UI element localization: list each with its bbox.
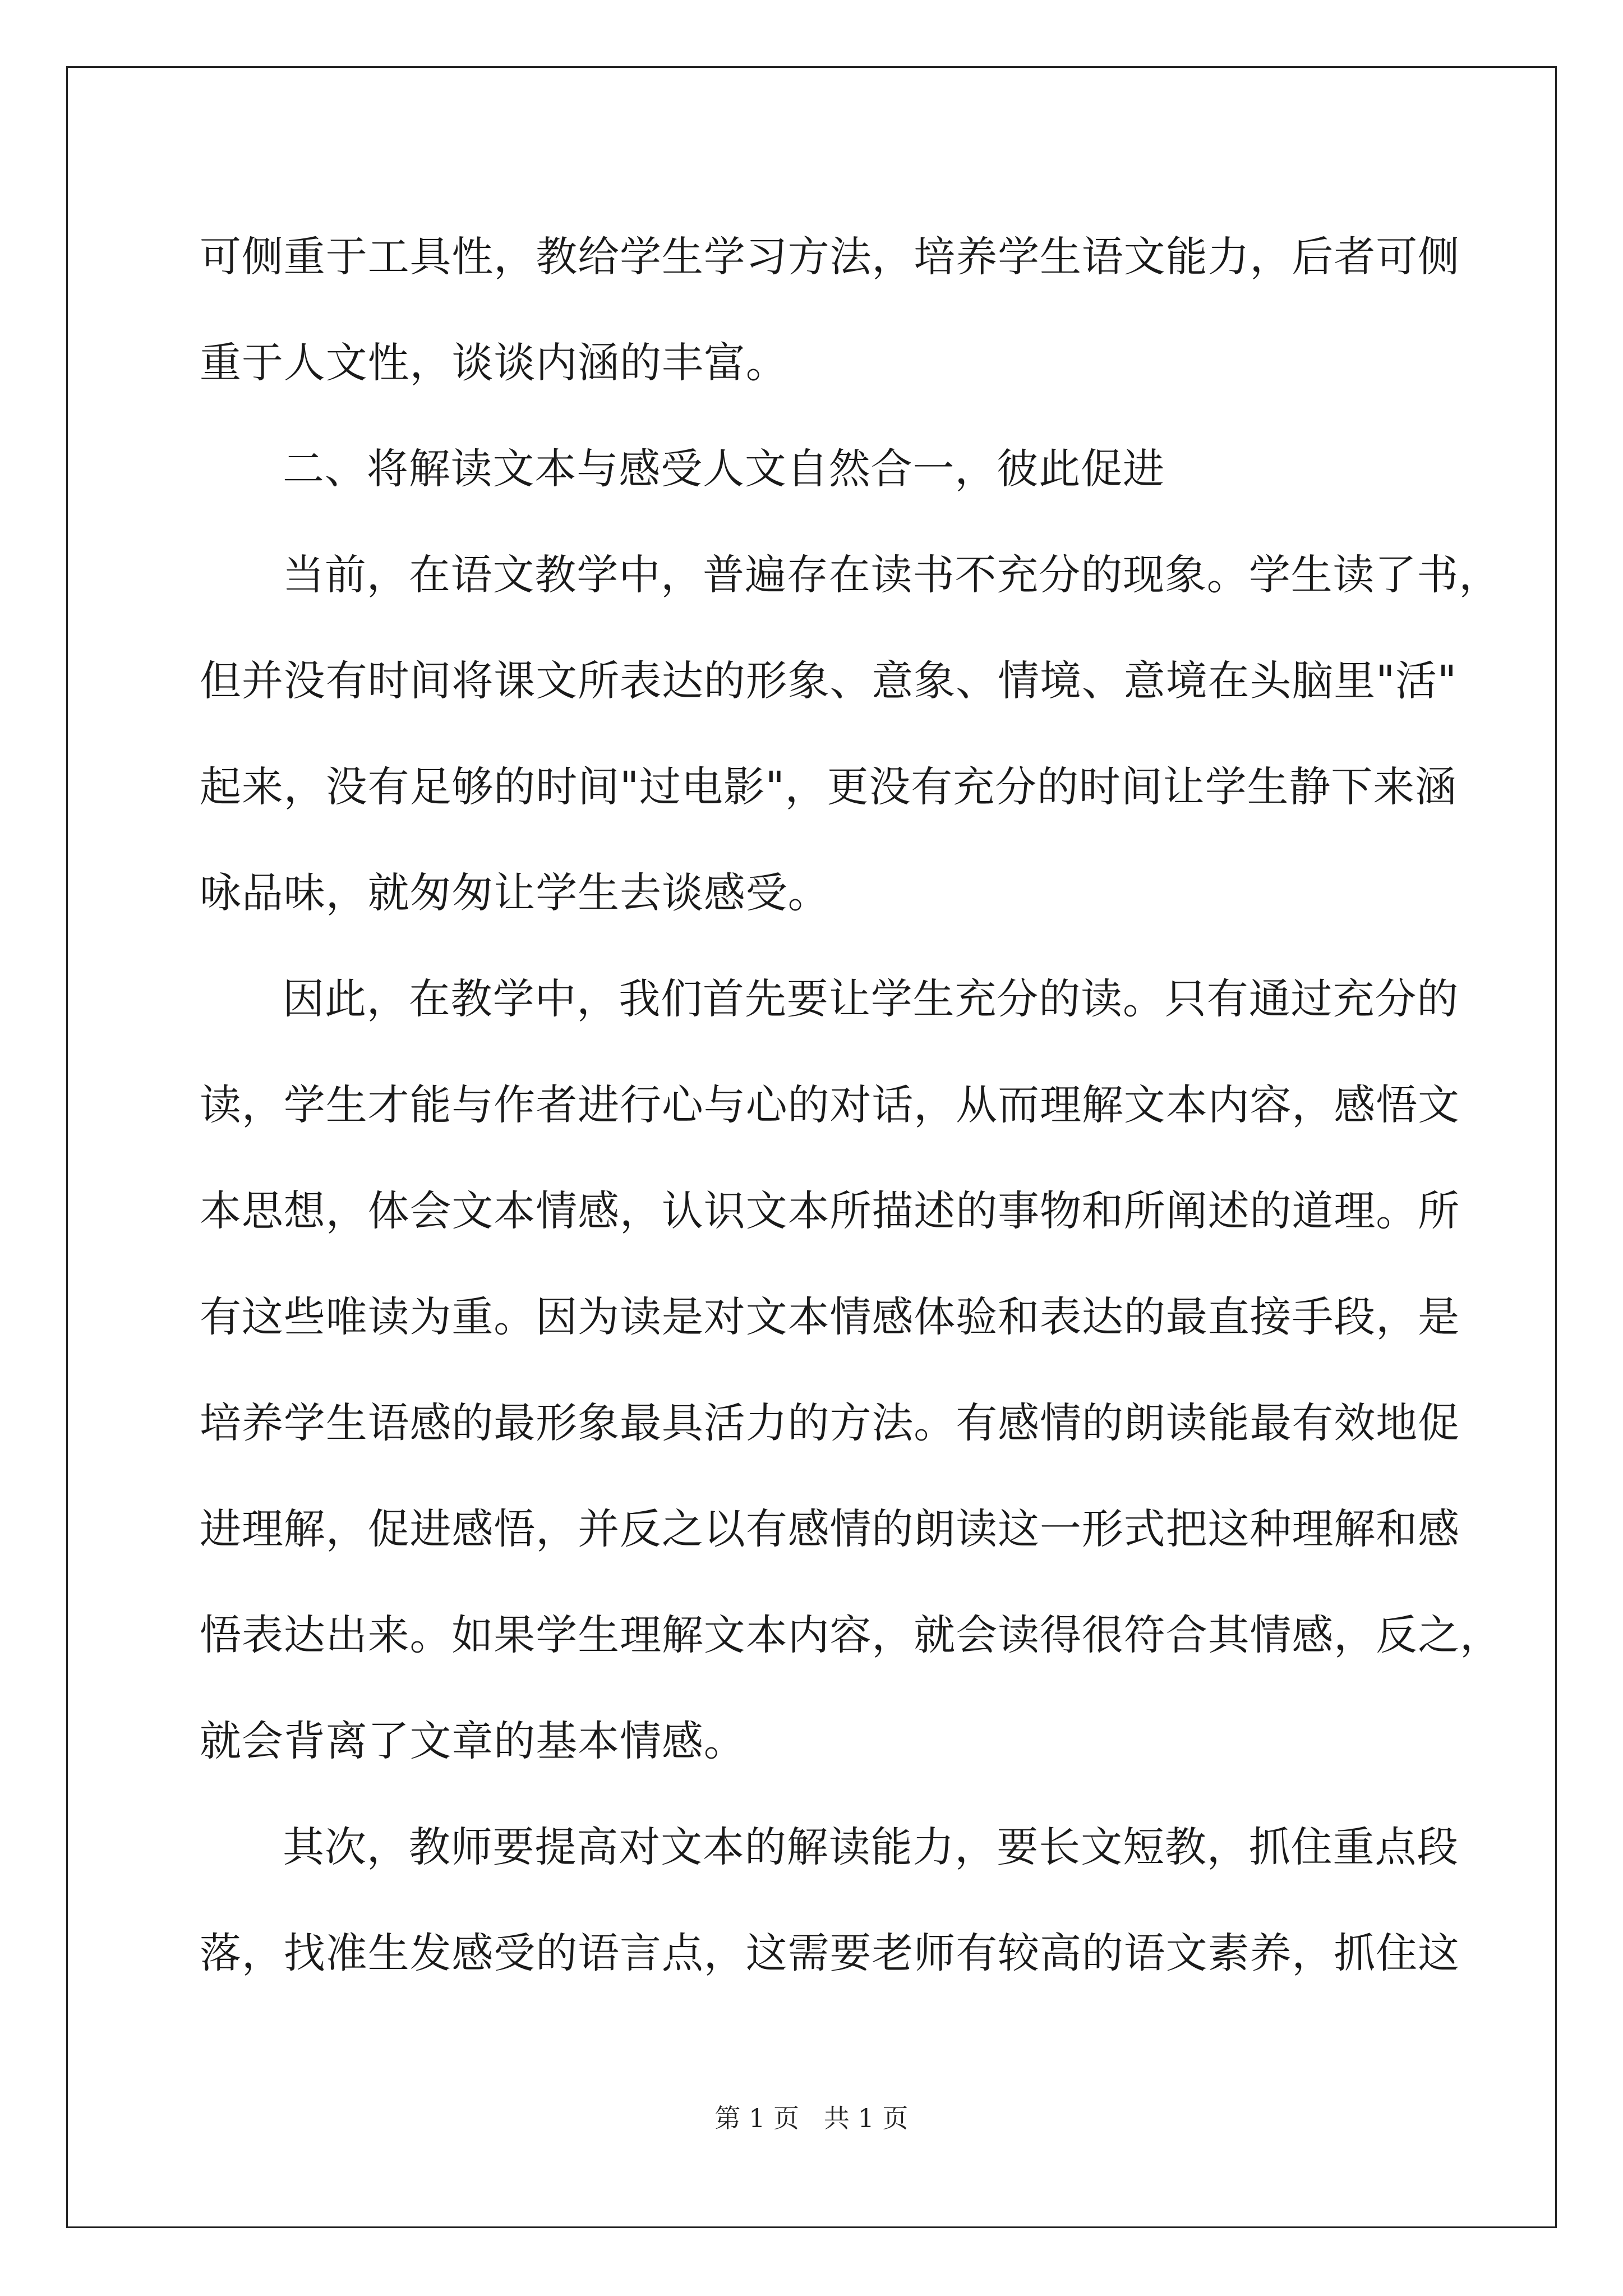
text-line: 咏品味，就匆匆让学生去谈感受。 [200,869,830,917]
section-heading: 二、将解读文本与感受人文自然合一，彼此促进 [283,445,1165,493]
text-line: 悟表达出来。如果学生理解文本内容，就会读得很符合其情感，反之， [200,1611,1502,1659]
text-line: 重于人文性，谈谈内涵的丰富。 [200,339,788,387]
text-line: 落，找准生发感受的语言点，这需要老师有较高的语文素养，抓住这 [200,1929,1460,1977]
page-number: 第 1 页 共 1 页 [714,2103,909,2133]
text-line: 但并没有时间将课文所表达的形象、意象、情境、意境在头脑里"活" [200,657,1457,705]
text-line: 当前，在语文教学中，普遍存在读书不充分的现象。学生读了书， [283,551,1501,599]
text-line: 其次，教师要提高对文本的解读能力，要长文短教，抓住重点段 [283,1823,1459,1871]
text-line: 起来，没有足够的时间"过电影"，更没有充分的时间让学生静下来涵 [200,763,1457,811]
text-line: 因此，在教学中，我们首先要让学生充分的读。只有通过充分的 [283,975,1459,1023]
text-line: 进理解，促进感悟，并反之以有感情的朗读这一形式把这种理解和感 [200,1505,1460,1553]
text-line: 就会背离了文章的基本情感。 [200,1717,746,1765]
text-line: 可侧重于工具性，教给学生学习方法，培养学生语文能力，后者可侧 [200,233,1460,281]
text-line: 有这些唯读为重。因为读是对文本情感体验和表达的最直接手段，是 [200,1293,1460,1341]
text-line: 读，学生才能与作者进行心与心的对话，从而理解文本内容，感悟文 [200,1081,1460,1129]
text-line: 培养学生语感的最形象最具活力的方法。有感情的朗读能最有效地促 [200,1399,1460,1447]
document-body [200,224,1502,2027]
text-line: 本思想，体会文本情感，认识文本所描述的事物和所阐述的道理。所 [200,1187,1460,1235]
